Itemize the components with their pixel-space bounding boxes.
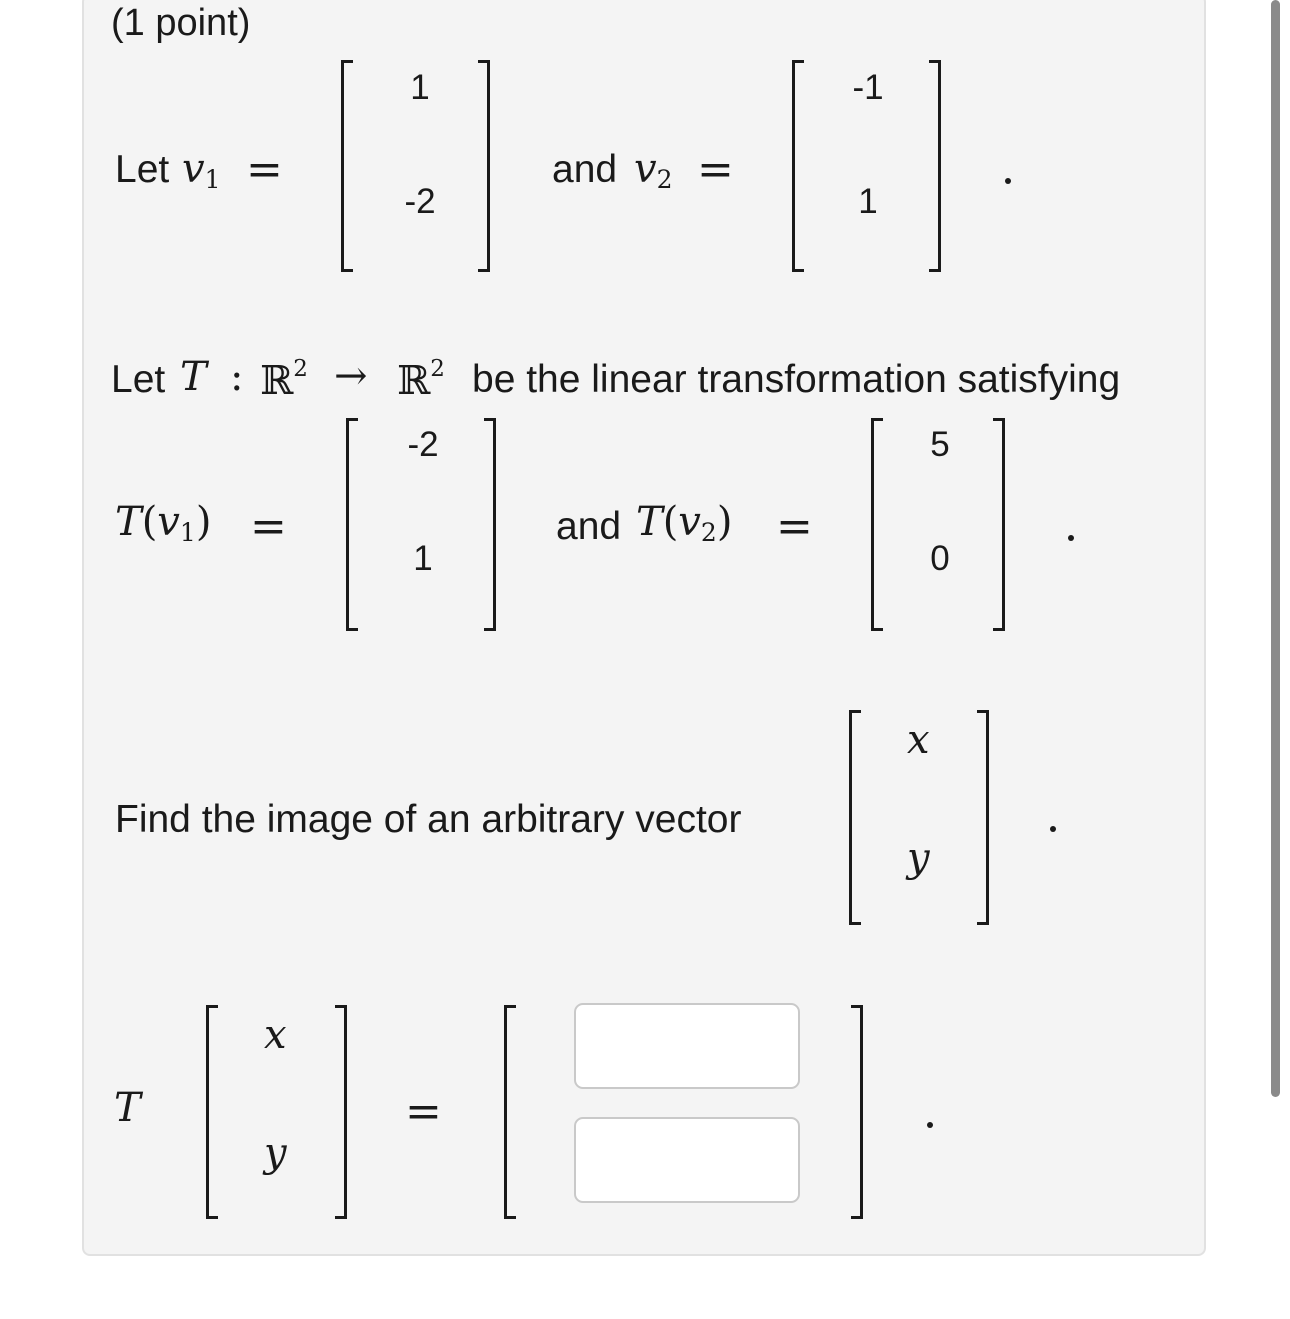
period-dot [1005, 178, 1011, 184]
codomain-R2: ℝ$^2$ [397, 356, 445, 404]
Tv2-label: $T(v_2)$ [636, 499, 733, 547]
colon: : [230, 354, 244, 400]
arrow-icon: → [334, 353, 368, 399]
left-bracket [504, 1005, 516, 1219]
vector-x: x [907, 717, 930, 763]
scrollbar[interactable] [1271, 0, 1280, 1097]
answer-x: x [264, 1012, 287, 1058]
left-bracket [346, 418, 358, 631]
let-v1-text: Let [115, 148, 170, 191]
period-dot [927, 1122, 933, 1128]
points-label: (1 point) [111, 2, 251, 44]
Tv1-label: $T(v_1)$ [115, 499, 212, 547]
transformation-text: be the linear transformation satisfying [472, 358, 1121, 401]
right-bracket [929, 60, 941, 272]
and-text: and [556, 505, 622, 548]
v2-entry-1: -1 [852, 68, 884, 107]
left-bracket [341, 60, 353, 272]
right-bracket [851, 1005, 863, 1219]
Tv1-entry-1: -2 [407, 425, 439, 464]
v1-entry-2: -2 [404, 182, 436, 221]
domain-R2: ℝ$^2$ [260, 356, 308, 404]
v2-symbol: $v_2$ [634, 146, 673, 194]
answer-T-symbol: T [114, 1085, 141, 1131]
equals-sign-3: = [250, 501, 287, 552]
right-bracket [993, 418, 1005, 631]
answer-equals-sign: = [405, 1086, 442, 1137]
equals-sign-4: = [776, 501, 813, 552]
period-dot [1068, 535, 1074, 541]
left-bracket [206, 1005, 218, 1219]
and-text: and [552, 148, 618, 191]
right-bracket [335, 1005, 347, 1219]
v1-entry-1: 1 [410, 68, 430, 107]
right-bracket [977, 710, 989, 925]
left-bracket [849, 710, 861, 925]
v2-entry-2: 1 [858, 182, 878, 221]
answer-y: y [264, 1130, 287, 1176]
Tv2-entry-2: 0 [930, 539, 950, 578]
find-image-text: Find the image of an arbitrary vector [115, 798, 742, 841]
let-t-text: Let [111, 358, 166, 401]
T-symbol: T [180, 354, 207, 400]
equals-sign-2: = [697, 144, 734, 195]
period-dot [1050, 826, 1056, 832]
vector-y: y [907, 835, 930, 881]
equals-sign-1: = [246, 144, 283, 195]
Tv2-entry-1: 5 [930, 425, 950, 464]
right-bracket [478, 60, 490, 272]
right-bracket [484, 418, 496, 631]
left-bracket [792, 60, 804, 272]
v1-symbol: $v_1$ [182, 146, 221, 194]
Tv1-entry-2: 1 [413, 539, 433, 578]
answer-input-1[interactable] [574, 1003, 800, 1089]
answer-input-2[interactable] [574, 1117, 800, 1203]
left-bracket [871, 418, 883, 631]
